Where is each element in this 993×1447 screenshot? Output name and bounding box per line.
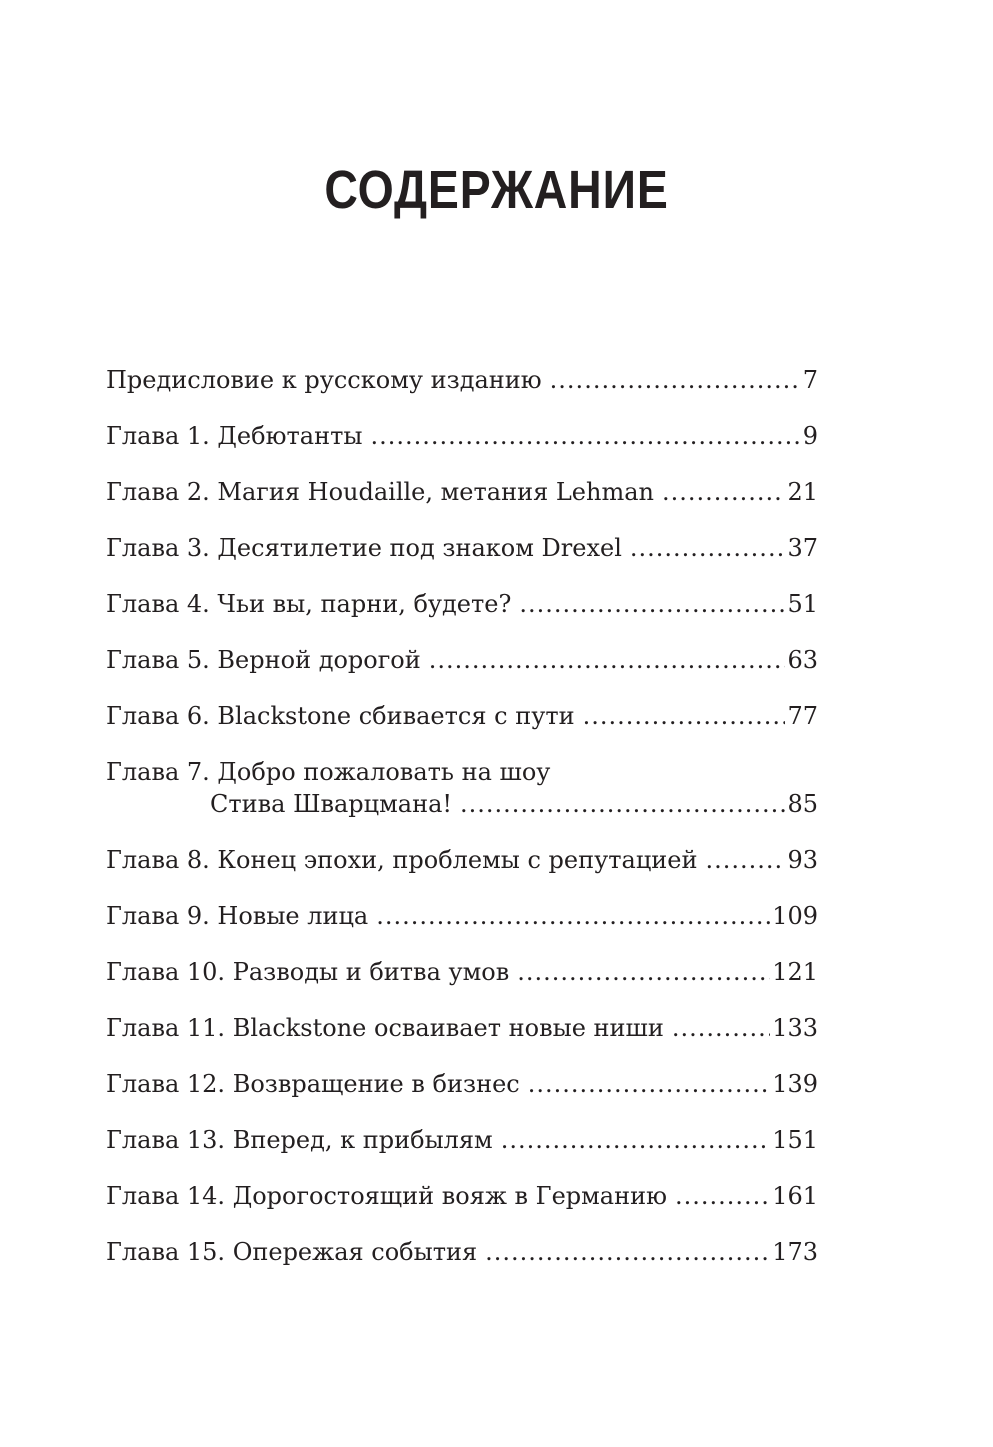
dot-leader xyxy=(517,956,770,988)
dot-leader xyxy=(429,644,786,676)
dot-leader xyxy=(501,1124,770,1156)
toc-entry-page: 173 xyxy=(772,1238,818,1266)
toc-entry-page: 51 xyxy=(787,590,818,618)
toc-entry-page: 63 xyxy=(787,646,818,674)
dot-leader xyxy=(519,588,785,620)
dot-leader xyxy=(583,700,786,732)
dot-leader xyxy=(550,364,801,396)
toc-entry-label: Глава 10. Разводы и битва умов xyxy=(106,958,510,986)
toc-entry-page: 7 xyxy=(802,366,818,394)
toc-entry-chapter-14[interactable] xyxy=(106,1180,818,1212)
toc-entry-label: Глава 5. Верной дорогой xyxy=(106,646,421,674)
toc-entry-label: Глава 3. Десятилетие под знаком Drexel xyxy=(106,534,622,562)
toc-entry-chapter-15[interactable] xyxy=(106,1236,818,1268)
toc-entry-chapter-7[interactable] xyxy=(210,788,818,820)
toc-entry-label: Глава 1. Дебютанты xyxy=(106,422,363,450)
toc-entry-label: Предисловие к русскому изданию xyxy=(106,366,542,394)
toc-entry-page: 21 xyxy=(787,478,818,506)
toc-entry-page: 9 xyxy=(802,422,818,450)
toc-entry-chapter-12[interactable] xyxy=(106,1068,818,1100)
toc-entry-chapter-5[interactable] xyxy=(106,644,818,676)
dot-leader xyxy=(370,420,800,452)
toc-entry-label: Глава 11. Blackstone осваивает новые ниши xyxy=(106,1014,664,1042)
toc-entry-chapter-10[interactable] xyxy=(106,956,818,988)
toc-entry-chapter-3[interactable] xyxy=(106,532,818,564)
toc-entry-page: 77 xyxy=(787,702,818,730)
toc-entry-page: 133 xyxy=(772,1014,818,1042)
dot-leader xyxy=(485,1236,770,1268)
toc-entry-page: 121 xyxy=(772,958,818,986)
toc-entry-page: 109 xyxy=(772,902,818,930)
toc-entry-chapter-7-line1[interactable]: Глава 7. Добро пожаловать на шоу xyxy=(106,758,551,786)
toc-entry-label: Глава 4. Чьи вы, парни, будете? xyxy=(106,590,512,618)
toc-entry-chapter-4[interactable] xyxy=(106,588,818,620)
toc-entry-label: Глава 12. Возвращение в бизнес xyxy=(106,1070,520,1098)
toc-entry-page: 37 xyxy=(787,534,818,562)
toc-entry-chapter-9[interactable] xyxy=(106,900,818,932)
toc-entry-label: Глава 9. Новые лица xyxy=(106,902,369,930)
toc-entry-page: 161 xyxy=(772,1182,818,1210)
toc-entry-label: Стива Шварцмана! xyxy=(210,790,453,818)
toc-entry-label: Глава 14. Дорогостоящий вояж в Германию xyxy=(106,1182,667,1210)
toc-entry-label: Глава 2. Магия Houdaille, метания Lehman xyxy=(106,478,654,506)
dot-leader xyxy=(528,1068,770,1100)
dot-leader xyxy=(460,788,785,820)
toc-entry-chapter-6[interactable] xyxy=(106,700,818,732)
dot-leader xyxy=(630,532,786,564)
dot-leader xyxy=(705,844,785,876)
dot-leader xyxy=(376,900,770,932)
toc-entry-page: 151 xyxy=(772,1126,818,1154)
toc-entry-chapter-8[interactable] xyxy=(106,844,818,876)
toc-entry-label: Глава 6. Blackstone сбивается с пути xyxy=(106,702,575,730)
toc-entry-label: Глава 15. Опережая события xyxy=(106,1238,478,1266)
dot-leader xyxy=(662,476,785,508)
toc-entry-page: 85 xyxy=(787,790,818,818)
toc-entry-label: Глава 8. Конец эпохи, проблемы с репутацией xyxy=(106,846,698,874)
page-title: СОДЕРЖАНИЕ xyxy=(324,160,669,220)
toc-entry-chapter-11[interactable] xyxy=(106,1012,818,1044)
dot-leader xyxy=(675,1180,770,1212)
toc-entry-preface[interactable] xyxy=(106,364,818,396)
dot-leader xyxy=(672,1012,770,1044)
toc-entry-chapter-1[interactable] xyxy=(106,420,818,452)
toc-entry-page: 139 xyxy=(772,1070,818,1098)
toc-entry-chapter-13[interactable] xyxy=(106,1124,818,1156)
toc-entry-chapter-2[interactable] xyxy=(106,476,818,508)
toc-entry-page: 93 xyxy=(787,846,818,874)
toc-entry-label: Глава 13. Вперед, к прибылям xyxy=(106,1126,493,1154)
